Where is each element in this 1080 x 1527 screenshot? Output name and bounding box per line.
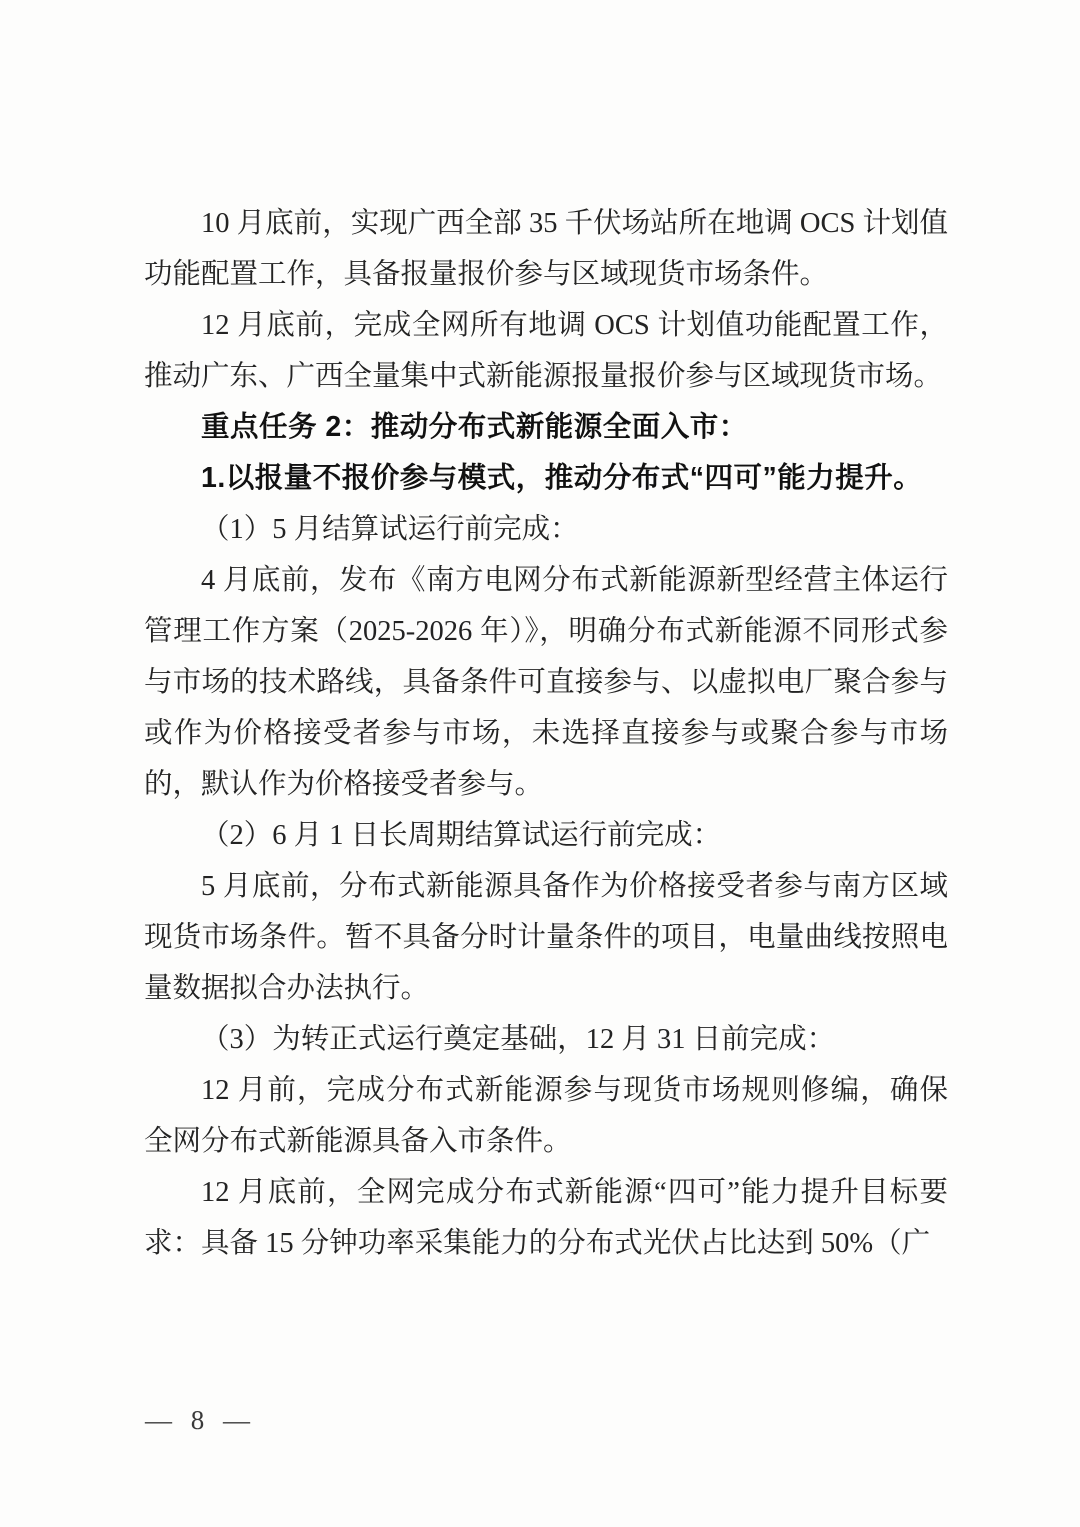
paragraph-ocs-fullgrid: 12 月底前，完成全网所有地调 OCS 计划值功能配置工作，推动广东、广西全量集中式新能源报量报价参与区域现货市场。	[144, 310, 948, 392]
paragraph-item-3-body-2: 12 月底前，全网完成分布式新能源“四可”能力提升目标要求：具备 15 分钟功率采集能力的分布式光伏占比达到 50%（广	[144, 1177, 948, 1259]
paragraph-item-1-body: 4 月底前，发布《南方电网分布式新能源新型经营主体运行管理工作方案（2025-2026 年）》，明确分布式新能源不同形式参与市场的技术路线，具备条件可直接参与、以虚拟电厂聚合参与或作为价格接受者参与市场，未选择直接参与或聚合参与市场的，默认作为价格接受者参与。	[144, 565, 948, 800]
paragraph-item-2-title: （2）6 月 1 日长周期结算试运行前完成：	[201, 820, 722, 851]
paragraph-item-3-title: （3）为转正式运行奠定基础，12 月 31 日前完成：	[201, 1024, 836, 1055]
paragraph-item-2-body: 5 月底前，分布式新能源具备作为价格接受者参与南方区域现货市场条件。暂不具备分时计量条件的项目，电量曲线按照电量数据拟合办法执行。	[144, 871, 948, 1004]
paragraph-ocs-guangxi: 10 月底前，实现广西全部 35 千伏场站所在地调 OCS 计划值功能配置工作，具备报量报价参与区域现货市场条件。	[144, 208, 948, 290]
heading-subtask-1: 1.以报量不报价参与模式，推动分布式“四可”能力提升。	[201, 462, 923, 494]
page-number: — 8 —	[145, 1405, 256, 1435]
paragraph-item-3-body-1: 12 月前，完成分布式新能源参与现货市场规则修编，确保全网分布式新能源具备入市条件。	[144, 1075, 948, 1157]
paragraph-item-1-title: （1）5 月结算试运行前完成：	[201, 514, 579, 545]
document-body	[144, 198, 948, 1269]
heading-key-task-2: 重点任务 2：推动分布式新能源全面入市：	[201, 411, 748, 443]
